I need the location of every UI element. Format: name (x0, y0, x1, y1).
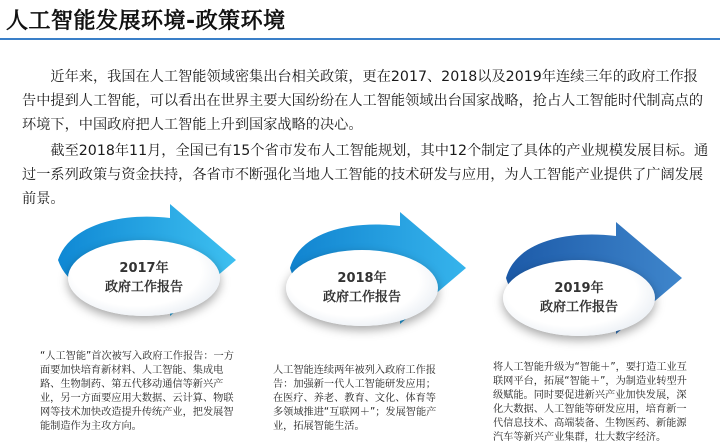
report-label: 政府工作报告 (104, 280, 183, 295)
report-description-2019: 将人工智能升级为“智能＋”，要打造工业互联网平台，拓展“智能＋”，为制造业转型升级赋能。同时要促进新兴产业加快发展，深化大数据、人工智能等研发应用，培育新一代信息技术、高端装备、生物医药、新能源汽车等新兴产业集群，壮大数字经济。 (493, 362, 687, 443)
report-disc-2018 (286, 250, 438, 326)
report-disc-2017 (68, 240, 220, 316)
report-label: 政府工作报告 (539, 300, 618, 315)
report-year: 2018年 (337, 271, 387, 286)
report-year: 2019年 (554, 281, 604, 296)
report-label: 政府工作报告 (322, 290, 401, 305)
paragraph-intro: 近年来，我国在人工智能领域密集出台相关政策，更在2017、2018以及2019年连续三年的政府工作报告中提到人工智能，可以看出在世界主要大国纷纷在人工智能领域出台国家战略，抢占人工智能时代制高点的环境下，中国政府把人工智能上升到国家战略的决心。 (22, 69, 704, 133)
report-description-2018: 人工智能连续两年被列入政府工作报告：加强新一代人工智能研发应用；在医疗、养老、教育、文化、体育等多领域推进“互联网＋”；发展智能产业，拓展智能生活。 (273, 365, 437, 432)
report-year: 2017年 (119, 261, 169, 276)
report-description-2017: “人工智能”首次被写入政府工作报告：一方面要加快培育新材料、人工智能、集成电路、生物制药、第五代移动通信等新兴产业，另一方面要应用大数据、云计算、物联网等技术加快改造提升传统产业，把发展智能制造作为主攻方向。 (40, 351, 234, 432)
report-disc-2019 (503, 260, 655, 336)
paragraph-provinces: 截至2018年11月，全国已有15个省市发布人工智能规划，其中12个制定了具体的产业规模发展目标。通过一系列政策与资金扶持，各省市不断强化当地人工智能的技术研发与应用，为人工智能产业提供了广阔发展前景。 (22, 143, 709, 207)
page-title: 人工智能发展环境-政策环境 (6, 9, 286, 34)
